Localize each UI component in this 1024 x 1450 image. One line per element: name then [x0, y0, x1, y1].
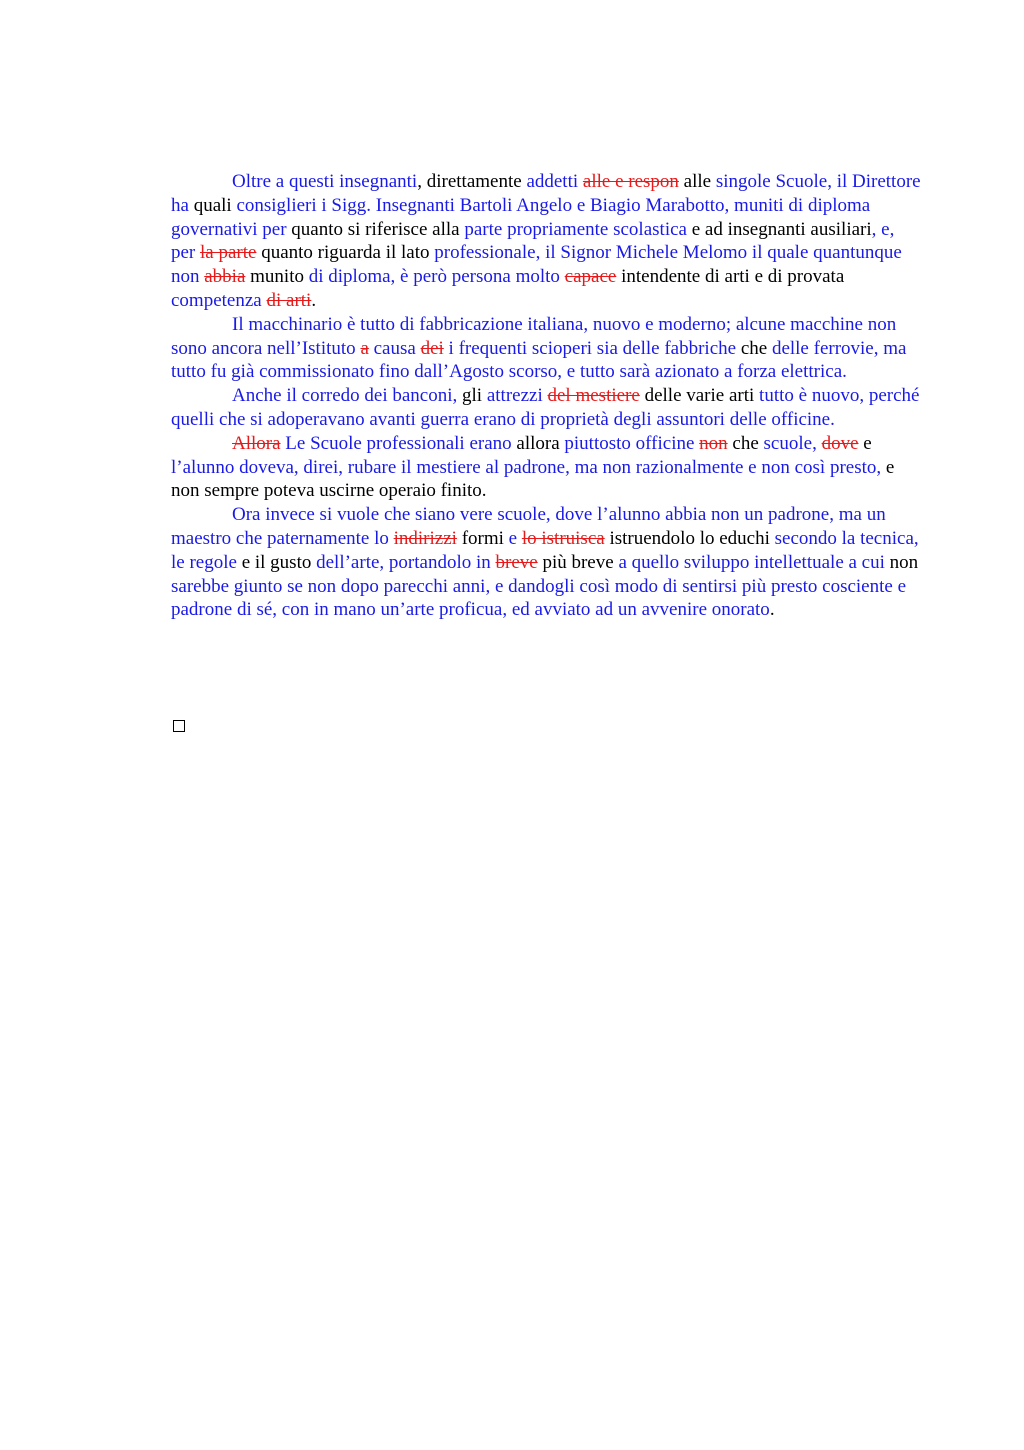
deleted-text: Allora — [232, 432, 281, 454]
inserted-text: dell’arte, portandolo in — [316, 551, 496, 573]
deleted-text: alle e respon — [582, 171, 679, 192]
inserted-text: addetti — [526, 171, 583, 192]
original-text: e il gusto — [236, 551, 317, 573]
inserted-text: parte propriamente scolastica — [464, 218, 687, 240]
inserted-text: delle ferrovie, ma tutto fu già commissionato fino dall’Agosto scorso, e tutto sarà azionato a forza elettrica. — [171, 337, 907, 383]
paragraph-5 — [171, 503, 923, 622]
deleted-text: dove — [821, 432, 859, 454]
original-text: , direttamente — [417, 171, 527, 192]
inserted-text: e — [508, 527, 522, 549]
inserted-text: l’alunno doveva, direi, rubare il mestiere al padrone, ma non razionalmente e non così presto, — [171, 456, 882, 478]
original-text: formi — [456, 527, 509, 549]
inserted-text: Ora invece si vuole che siano vere scuole, dove l’alunno abbia non un padrone, ma un maestro che paternamente lo — [171, 504, 886, 549]
paragraph-3 — [171, 384, 923, 432]
deleted-text: capace — [564, 266, 617, 288]
inserted-text: competenza — [171, 289, 267, 311]
original-text: e ad insegnanti ausiliari — [686, 218, 872, 240]
inserted-text: causa — [368, 337, 421, 359]
inserted-text: tutto è nuovo, perché quelli che si adoperavano avanti guerra erano di proprietà degli assuntori delle officine. — [171, 385, 920, 430]
inserted-text: di diploma, è però persona molto — [308, 266, 565, 288]
deleted-text: lo istruisca — [521, 527, 605, 549]
original-text: che — [736, 337, 772, 359]
original-text: alle — [678, 171, 716, 192]
inserted-text: consiglieri i Sigg. Insegnanti Bartoli Angelo e Biagio Marabotto, muniti di diploma governativi per — [171, 194, 871, 240]
original-text: non — [884, 551, 919, 573]
original-text: intendente di arti e di provata — [616, 266, 845, 288]
inserted-text: singole Scuole, il Direttore ha — [171, 171, 921, 216]
original-text: che — [727, 432, 764, 454]
paragraph-2 — [171, 313, 923, 384]
inserted-text: piuttosto officine — [564, 432, 700, 454]
inserted-text: a quello sviluppo intellettuale a cui — [618, 551, 885, 573]
deleted-text: indirizzi — [393, 527, 457, 549]
original-text: . — [769, 599, 775, 621]
original-text: e — [858, 432, 872, 454]
original-text: istruendolo lo educhi — [604, 527, 775, 549]
inserted-text: i frequenti scioperi sia delle fabbriche — [443, 337, 737, 359]
deleted-text: breve — [495, 551, 538, 573]
deleted-text: abbia — [204, 266, 246, 288]
inserted-text: secondo la tecnica, le regole — [171, 527, 919, 573]
inserted-text: Le Scuole professionali erano — [280, 432, 512, 454]
original-text: munito — [245, 266, 309, 288]
original-text: quanto si riferisce alla — [286, 218, 465, 240]
original-text: quanto riguarda il lato — [256, 242, 435, 264]
deleted-text: del mestiere — [547, 385, 640, 407]
deleted-text: non — [699, 432, 728, 454]
original-text: quali — [188, 194, 237, 216]
deleted-text: di arti — [266, 289, 312, 311]
original-text: gli — [457, 385, 487, 407]
inserted-text: professionale, il Signor Michele Melomo il quale quantunque non — [171, 242, 902, 288]
paragraph-1 — [171, 170, 923, 313]
inserted-text: attrezzi — [486, 385, 548, 407]
inserted-text: Oltre a questi insegnanti — [232, 171, 418, 192]
checkbox-square-icon — [173, 720, 185, 732]
inserted-text: sarebbe giunto se non dopo parecchi anni, e dandogli così modo di sentirsi più presto cosciente e padrone di sé, con in mano un’arte proficua, ed avviato ad un avvenire onorato — [171, 575, 907, 621]
inserted-text: Anche il corredo dei banconi, — [232, 385, 458, 407]
deleted-text: a — [360, 337, 369, 359]
original-text: più breve — [537, 551, 619, 573]
paragraph-4 — [171, 432, 923, 503]
inserted-text: Il macchinario è tutto di fabbricazione italiana, nuovo e moderno; alcune macchine non sono ancora nell’Istituto — [171, 313, 897, 359]
inserted-text: scuole, — [763, 432, 822, 454]
deleted-text: la parte — [200, 242, 257, 264]
original-text: allora — [511, 432, 565, 454]
deleted-text: dei — [420, 337, 444, 359]
original-text: e non sempre poteva uscirne operaio finito. — [171, 456, 895, 502]
original-text: delle varie arti — [639, 385, 760, 407]
original-text: . — [311, 289, 317, 311]
inserted-text: , e, per — [171, 218, 895, 264]
document-body — [171, 170, 923, 622]
